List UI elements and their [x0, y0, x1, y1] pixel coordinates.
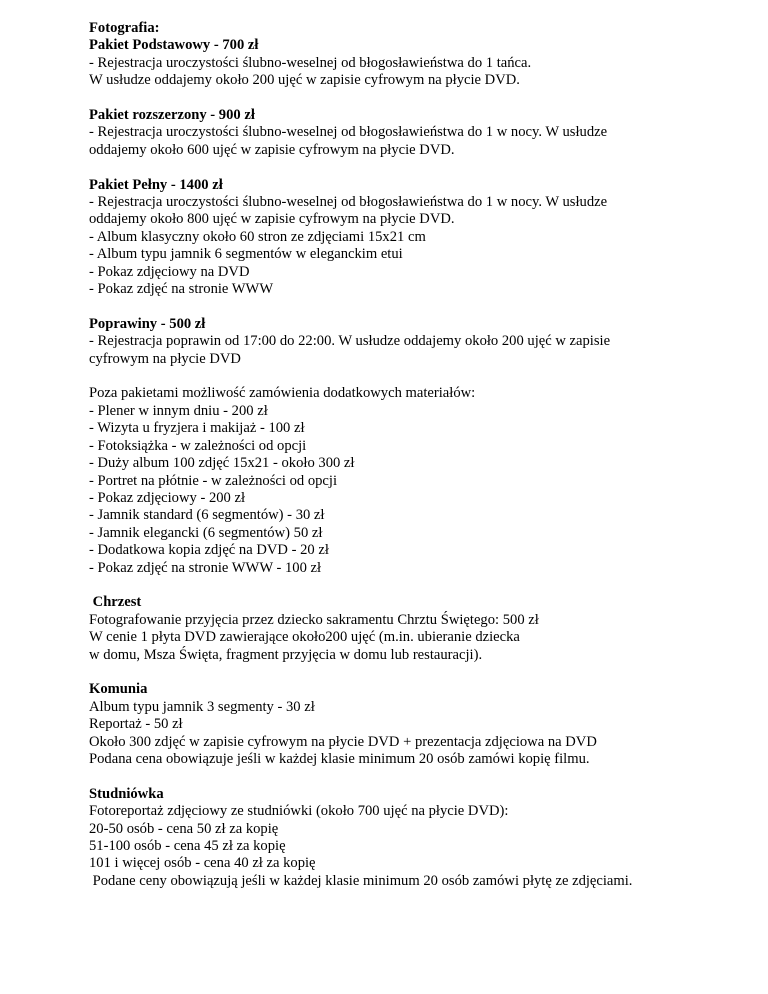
section-komunia — [89, 681, 749, 768]
section-fotografia — [89, 20, 749, 90]
section-pakiet-pelny — [89, 177, 749, 299]
text-line: Około 300 zdjęć w zapisie cyfrowym na płycie DVD + prezentacja zdjęciowa na DVD — [89, 733, 597, 750]
text-line: W cenie 1 płyta DVD zawierające około200 ujęć (m.in. ubieranie dziecka — [89, 629, 520, 646]
section-heading: Pakiet Pełny - 1400 zł — [89, 176, 223, 193]
section-heading: Pakiet rozszerzony - 900 zł — [89, 107, 255, 124]
text-line: 51-100 osób - cena 45 zł za kopię — [89, 837, 286, 854]
text-line: - Pokaz zdjęciowy - 200 zł — [89, 489, 246, 506]
text-line: Fotografowanie przyjęcia przez dziecko sakramentu Chrztu Świętego: 500 zł — [89, 611, 539, 628]
text-line: oddajemy około 600 ujęć w zapisie cyfrowym na płycie DVD. — [89, 141, 455, 158]
section-heading: Chrzest — [89, 594, 142, 611]
section-heading: Pakiet Podstawowy - 700 zł — [89, 37, 259, 54]
text-line: - Plener w innym dniu - 200 zł — [89, 402, 268, 419]
text-line: Podana cena obowiązuje jeśli w każdej klasie minimum 20 osób zamówi kopię filmu. — [89, 750, 590, 767]
text-line: - Rejestracja poprawin od 17:00 do 22:00. W usłudze oddajemy około 200 ujęć w zapisie — [89, 333, 611, 350]
section-chrzest — [89, 594, 749, 664]
text-line: - Pokaz zdjęciowy na DVD — [89, 263, 250, 280]
document-body — [89, 20, 749, 890]
text-line: Reportaż - 50 zł — [89, 716, 183, 733]
text-line: - Portret na płótnie - w zależności od opcji — [89, 472, 338, 489]
text-line: cyfrowym na płycie DVD — [89, 350, 241, 367]
section-heading: Poprawiny - 500 zł — [89, 315, 206, 332]
text-line: Poza pakietami możliwość zamówienia dodatkowych materiałów: — [89, 385, 476, 402]
text-line: - Album klasyczny około 60 stron ze zdjęciami 15x21 cm — [89, 228, 426, 245]
section-heading: Fotografia: — [89, 20, 160, 36]
text-line: - Jamnik elegancki (6 segmentów) 50 zł — [89, 524, 323, 541]
text-line: - Rejestracja uroczystości ślubno-weselnej od błogosławieństwa do 1 w nocy. W usłudze — [89, 124, 608, 141]
text-line: - Pokaz zdjęć na stronie WWW - 100 zł — [89, 559, 322, 576]
text-line: - Wizyta u fryzjera i makijaż - 100 zł — [89, 420, 305, 437]
text-line: Podane ceny obowiązują jeśli w każdej klasie minimum 20 osób zamówi płytę ze zdjęciami. — [89, 872, 633, 889]
text-line: Album typu jamnik 3 segmenty - 30 zł — [89, 698, 315, 715]
text-line: - Album typu jamnik 6 segmentów w eleganckim etui — [89, 246, 403, 263]
section-heading: Komunia — [89, 681, 148, 698]
text-line: - Dodatkowa kopia zdjęć na DVD - 20 zł — [89, 542, 329, 559]
text-line: oddajemy około 800 ujęć w zapisie cyfrowym na płycie DVD. — [89, 211, 455, 228]
text-line: w domu, Msza Święta, fragment przyjęcia w domu lub restauracji). — [89, 646, 483, 663]
text-line: - Duży album 100 zdjęć 15x21 - około 300 zł — [89, 455, 355, 472]
text-line: - Rejestracja uroczystości ślubno-weselnej od błogosławieństwa do 1 w nocy. W usłudze — [89, 194, 608, 211]
section-studniowka — [89, 786, 749, 890]
text-line: W usłudze oddajemy około 200 ujęć w zapisie cyfrowym na płycie DVD. — [89, 72, 520, 89]
text-line: - Jamnik standard (6 segmentów) - 30 zł — [89, 507, 325, 524]
section-pakiet-rozszerzony — [89, 107, 749, 159]
text-line: 20-50 osób - cena 50 zł za kopię — [89, 820, 279, 837]
section-heading: Studniówka — [89, 785, 164, 802]
text-line: - Rejestracja uroczystości ślubno-weselnej od błogosławieństwa do 1 tańca. — [89, 54, 532, 71]
section-dodatki — [89, 385, 749, 576]
section-poprawiny — [89, 316, 749, 368]
text-line: - Fotoksiążka - w zależności od opcji — [89, 437, 307, 454]
text-line: Fotoreportaż zdjęciowy ze studniówki (około 700 ujęć na płycie DVD): — [89, 803, 509, 820]
text-line: - Pokaz zdjęć na stronie WWW — [89, 281, 274, 298]
text-line: 101 i więcej osób - cena 40 zł za kopię — [89, 855, 316, 872]
